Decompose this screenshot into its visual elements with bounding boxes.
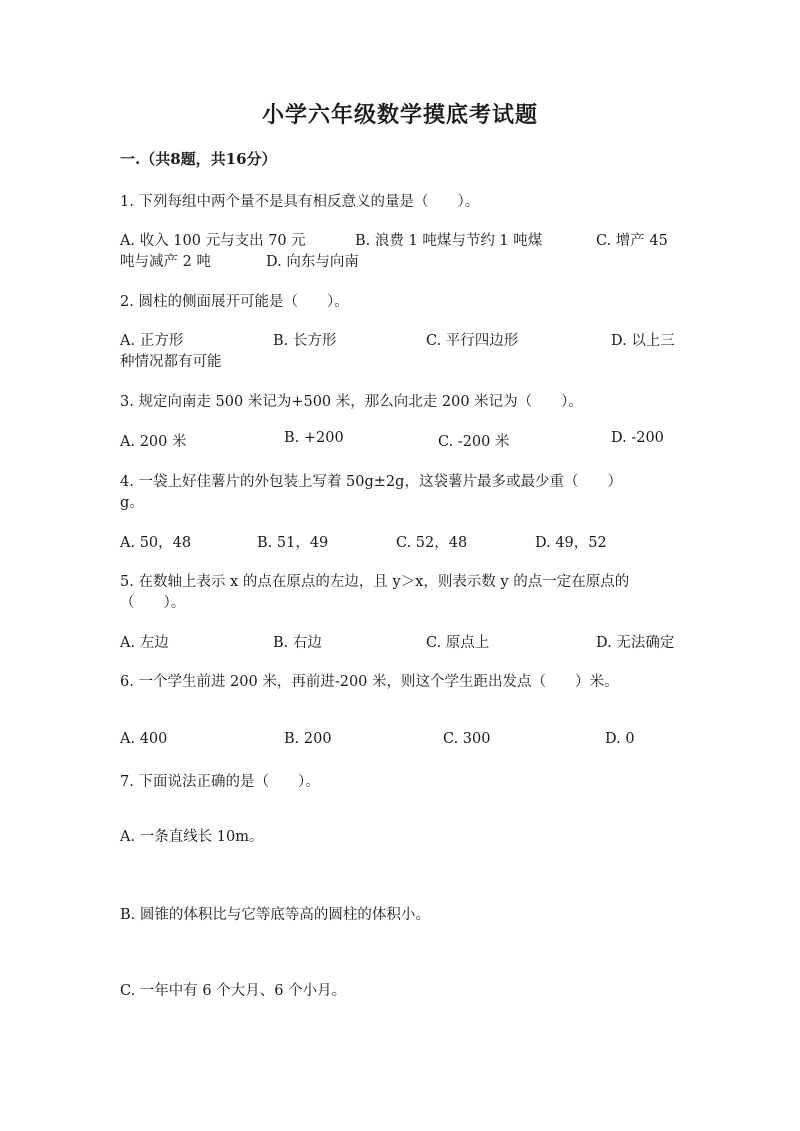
- question-5-stem-cont: （ ）。: [120, 595, 186, 611]
- q7-option-c: C. 一年中有 6 个大月、6 个小月。: [120, 983, 347, 999]
- q3-option-d: D. -200: [611, 430, 664, 446]
- q7-option-b: B. 圆锥的体积比与它等底等高的圆柱的体积小。: [120, 907, 430, 923]
- q2-option-b: B. 长方形: [273, 333, 337, 349]
- q5-option-b: B. 右边: [273, 635, 322, 651]
- q4-option-a: A. 50，48: [120, 535, 192, 551]
- q3-option-c: C. -200 米: [438, 434, 510, 450]
- question-3-stem: 3. 规定向南走 500 米记为+500 米，那么向北走 200 米记为（ ）。: [120, 394, 583, 410]
- question-5-stem: 5. 在数轴上表示 x 的点在原点的左边，且 y＞x，则表示数 y 的点一定在原点的: [120, 574, 630, 590]
- q5-option-d: D. 无法确定: [596, 635, 675, 651]
- q2-option-d: D. 以上三: [611, 333, 675, 349]
- question-2-stem: 2. 圆柱的侧面展开可能是（ ）。: [120, 294, 349, 310]
- q3-option-a: A. 200 米: [120, 434, 187, 450]
- q1-option-c: C. 增产 45: [596, 233, 668, 249]
- q6-option-c: C. 300: [443, 731, 491, 747]
- q2-option-d-cont: 种情况都有可能: [120, 354, 222, 370]
- q1-option-b: B. 浪费 1 吨煤与节约 1 吨煤: [355, 233, 543, 249]
- q5-option-c: C. 原点上: [426, 635, 490, 651]
- question-4-stem: 4. 一袋上好佳薯片的外包装上写着 50g±2g，这袋薯片最多或最少重（ ）: [120, 474, 622, 490]
- q2-option-a: A. 正方形: [120, 333, 184, 349]
- question-7-stem: 7. 下面说法正确的是（ ）。: [120, 774, 320, 790]
- q6-option-a: A. 400: [120, 731, 168, 747]
- exam-title: 小学六年级数学摸底考试题: [261, 102, 538, 128]
- q6-option-d: D. 0: [605, 731, 635, 747]
- q2-option-c: C. 平行四边形: [426, 333, 519, 349]
- q6-option-b: B. 200: [284, 731, 332, 747]
- section-heading: 一.（共8题，共16分）: [120, 150, 277, 168]
- q1-option-c-cont: 吨与减产 2 吨: [120, 254, 211, 270]
- question-1-stem: 1. 下列每组中两个量不是具有相反意义的量是（ ）。: [120, 194, 480, 210]
- question-4-stem-cont: g。: [120, 495, 144, 511]
- q7-option-a: A. 一条直线长 10m。: [120, 829, 264, 845]
- question-6-stem: 6. 一个学生前进 200 米，再前进-200 米，则这个学生距出发点（ ）米。: [120, 674, 619, 690]
- q4-option-b: B. 51，49: [257, 535, 329, 551]
- q4-option-d: D. 49，52: [535, 535, 607, 551]
- q1-option-d: D. 向东与向南: [266, 254, 359, 270]
- q1-option-a: A. 收入 100 元与支出 70 元: [120, 233, 306, 249]
- q3-option-b: B. +200: [284, 430, 344, 446]
- q5-option-a: A. 左边: [120, 635, 169, 651]
- q4-option-c: C. 52，48: [396, 535, 468, 551]
